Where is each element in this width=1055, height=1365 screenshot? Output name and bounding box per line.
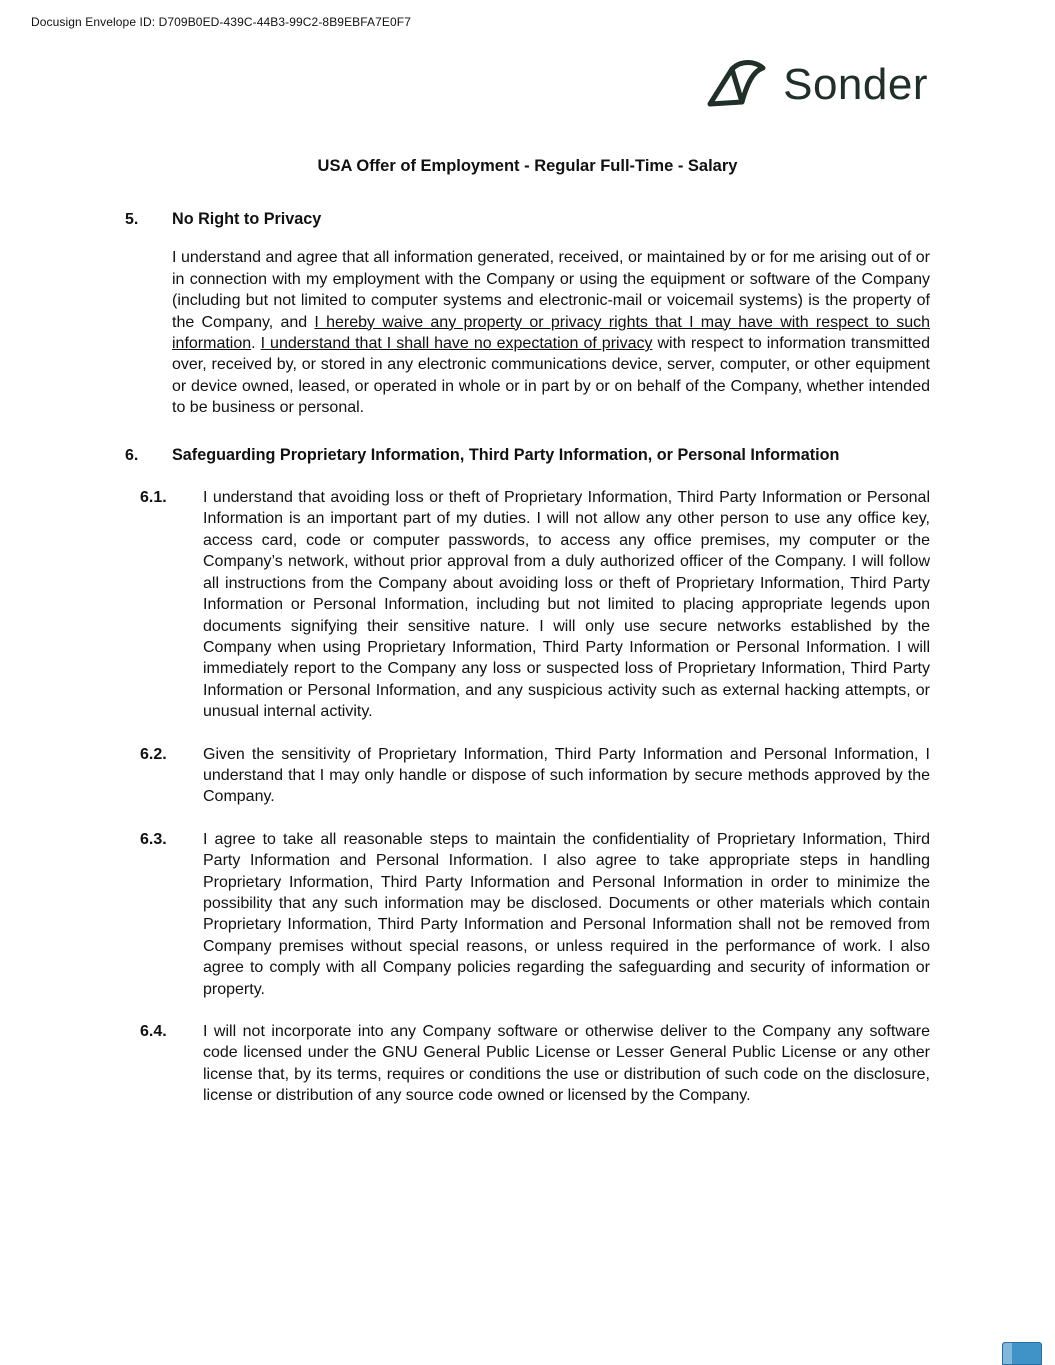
sonder-logo [705, 58, 928, 116]
text-run: I agree to take all reasonable steps to maintain the confidentiality of Proprietary Information, Third Party Information and Personal Information. I also agree to take appropriate steps in handling Proprietary Information, Third Party Information and Personal Information in order to minimize the possibility that any such information may be disclosed. Documents or other materials which contain Proprietary Information, Third Party Information and Personal Information shall not be removed from Company premises without special reasons, or unless required in the performance of work. I also agree to comply with all Company policies regarding the safeguarding and security of information or property. [203, 830, 930, 998]
section-5 [125, 209, 930, 419]
text-run: Given the sensitivity of Proprietary Information, Third Party Information and Personal Information, I understand that I may only handle or dispose of such information by secure methods approved by the Company. [203, 745, 930, 806]
section-heading-row [125, 209, 930, 230]
underlined-text: I understand that I shall have no expectation of privacy [260, 335, 653, 353]
section-heading: Safeguarding Proprietary Information, Third Party Information, or Personal Information [172, 445, 840, 464]
sonder-bird-icon [705, 58, 767, 116]
subsection-6-2 [125, 744, 930, 808]
docusign-initials-stamp[interactable] [1002, 1342, 1042, 1365]
text-run: I will not incorporate into any Company software or otherwise deliver to the Company any software code licensed under the GNU General Public License or Lesser General Public License or any other license that, by its terms, requires or conditions the use or distribution of such code on the disclosure, license or distribution of any source code owned or licensed by the Company. [203, 1023, 930, 1105]
section-number: 6. [125, 446, 139, 464]
subsection-number: 6.3. [140, 830, 167, 848]
text-run: I understand that avoiding loss or theft of Proprietary Information, Third Party Information or Personal Information is an important part of my duties. I will not allow any other person to use any office key, access card, code or computer passwords, to access any office premises, my computer or the Company’s network, without prior approval from a duly authorized officer of the Company. I will follow all instructions from the Company about avoiding loss or theft of Proprietary Information, Third Party Information or Personal Information, including but not limited to placing appropriate legends upon documents signifying their sensitive nature. I will only use secure networks established by the Company when using Proprietary Information, Third Party Information or Personal Information. I will immediately report to the Company any loss or suspected loss of Proprietary Information, Third Party Information or Personal Information, and any suspicious activity such as external hacking attempts, or unusual internal activity. [203, 489, 930, 721]
section-paragraph-row [125, 247, 930, 418]
stamp-accent [1003, 1343, 1012, 1364]
subsection-paragraph [203, 487, 930, 722]
section-6 [125, 445, 930, 1107]
subsection-number: 6.1. [140, 489, 167, 507]
document-sections [125, 209, 930, 1107]
subsection-paragraph [203, 744, 930, 808]
section-paragraph [172, 247, 930, 418]
section-heading: No Right to Privacy [172, 210, 322, 228]
text-run: I understand and agree that all information generated, received, or maintained by or for me arising out of or in connection with my employment with the Company or using the equipment or software of the Company (including but not limited to computer systems and electronic-mail or voicemail systems) is the property of the Company, and [172, 249, 930, 331]
subsection-paragraph [203, 1021, 930, 1107]
subsection-6-1 [125, 487, 930, 722]
subsection-6-3 [125, 829, 930, 1000]
text-run: with respect to information transmitted over, received by, or stored in any electronic communications device, server, computer, or other equipment or device owned, leased, or operated in whole or in part by or on behalf of the Company, whether intended to be business or personal. [172, 335, 931, 417]
text-run: . [251, 335, 261, 353]
section-heading-row [125, 445, 930, 466]
subsection-6-4 [125, 1021, 930, 1107]
subsection-number: 6.2. [140, 745, 167, 763]
subsection-paragraph [203, 829, 930, 1000]
docusign-envelope-id: Docusign Envelope ID: D709B0ED-439C-44B3-99C2-8B9EBFA7E0F7 [31, 15, 412, 29]
underlined-text: I hereby waive any property or privacy rights that I may have with respect to such information [172, 313, 930, 353]
sonder-wordmark: Sonder [783, 60, 928, 109]
document-title: USA Offer of Employment - Regular Full-Time - Salary [317, 157, 738, 175]
section-number: 5. [125, 211, 139, 228]
subsection-number: 6.4. [140, 1023, 167, 1040]
number-gutter [125, 247, 172, 418]
